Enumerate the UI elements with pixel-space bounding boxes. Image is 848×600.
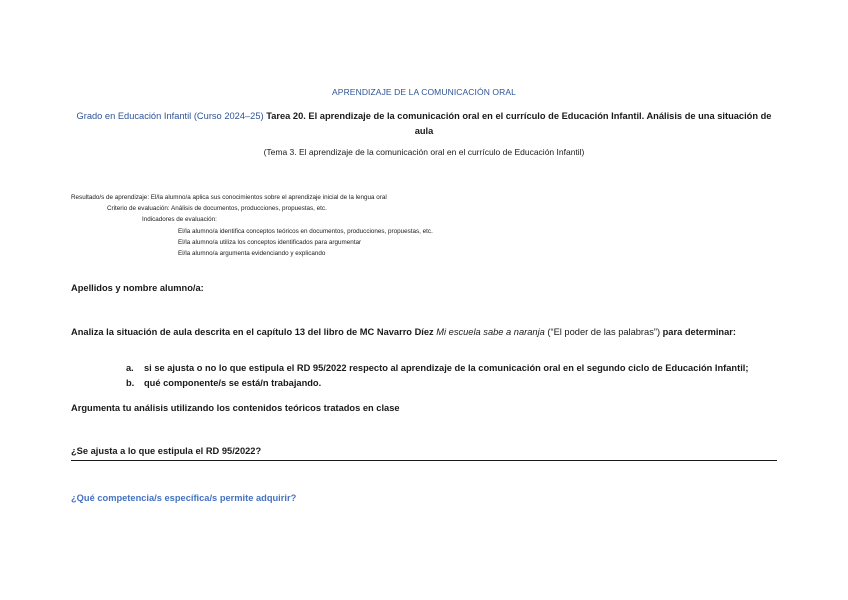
- document-title: APRENDIZAJE DE LA COMUNICACIÓN ORAL: [332, 87, 516, 97]
- instructions-part3: para determinar:: [660, 327, 736, 337]
- answer-rule: [71, 460, 777, 461]
- chapter-title: (“El poder de las palabras”): [544, 327, 661, 337]
- evaluation-criterion: Criterio de evaluación: Análisis de documentos, producciones, propuestas, etc.: [107, 205, 327, 212]
- instructions-part1: Analiza la situación de aula descrita en el capítulo 13 del libro de MC Navarro Díez: [71, 327, 437, 337]
- list-marker: b.: [126, 378, 135, 388]
- question-competencias: ¿Qué competencia/s específica/s permite adquirir?: [71, 493, 297, 503]
- argument-instruction: Argumenta tu análisis utilizando los contenidos teóricos tratados en clase: [71, 403, 400, 413]
- tema-subtitle: (Tema 3. El aprendizaje de la comunicación oral en el currículo de Educación Infantil): [263, 147, 585, 157]
- task-instructions: [71, 325, 778, 340]
- question-rd: ¿Se ajusta a lo que estipula el RD 95/2022?: [71, 446, 262, 456]
- indicator-item: El/la alumno/a identifica conceptos teóricos en documentos, producciones, propuestas, etc.: [178, 228, 433, 235]
- instruction-item: [126, 378, 321, 388]
- book-title: Mi escuela sabe a naranja: [436, 327, 545, 337]
- indicator-item: El/la alumno/a argumenta evidenciando y explicando: [178, 250, 326, 257]
- indicators-heading: Indicadores de evaluación:: [142, 216, 217, 223]
- indicator-item: El/la alumno/a utiliza los conceptos identificados para argumentar: [178, 239, 362, 246]
- student-name-label: Apellidos y nombre alumno/a:: [71, 283, 204, 293]
- course-task-heading: [70, 109, 778, 139]
- list-item-text: qué componente/s se está/n trabajando.: [144, 378, 322, 388]
- list-item-text: si se ajusta o no lo que estipula el RD 95/2022 respecto al aprendizaje de la comunicación oral en el segundo ciclo de Educación Infantil;: [144, 363, 749, 373]
- learning-outcome: Resultado/s de aprendizaje: El/la alumno/a aplica sus conocimientos sobre el aprendizaje inicial de la lengua oral: [71, 194, 387, 201]
- instruction-item: [126, 363, 748, 373]
- course-name: Grado en Educación Infantil (Curso 2024–25): [76, 111, 264, 121]
- list-marker: a.: [126, 363, 134, 373]
- task-title: Tarea 20. El aprendizaje de la comunicación oral en el currículo de Educación Infantil. Análisis de una situación de aula: [266, 111, 772, 136]
